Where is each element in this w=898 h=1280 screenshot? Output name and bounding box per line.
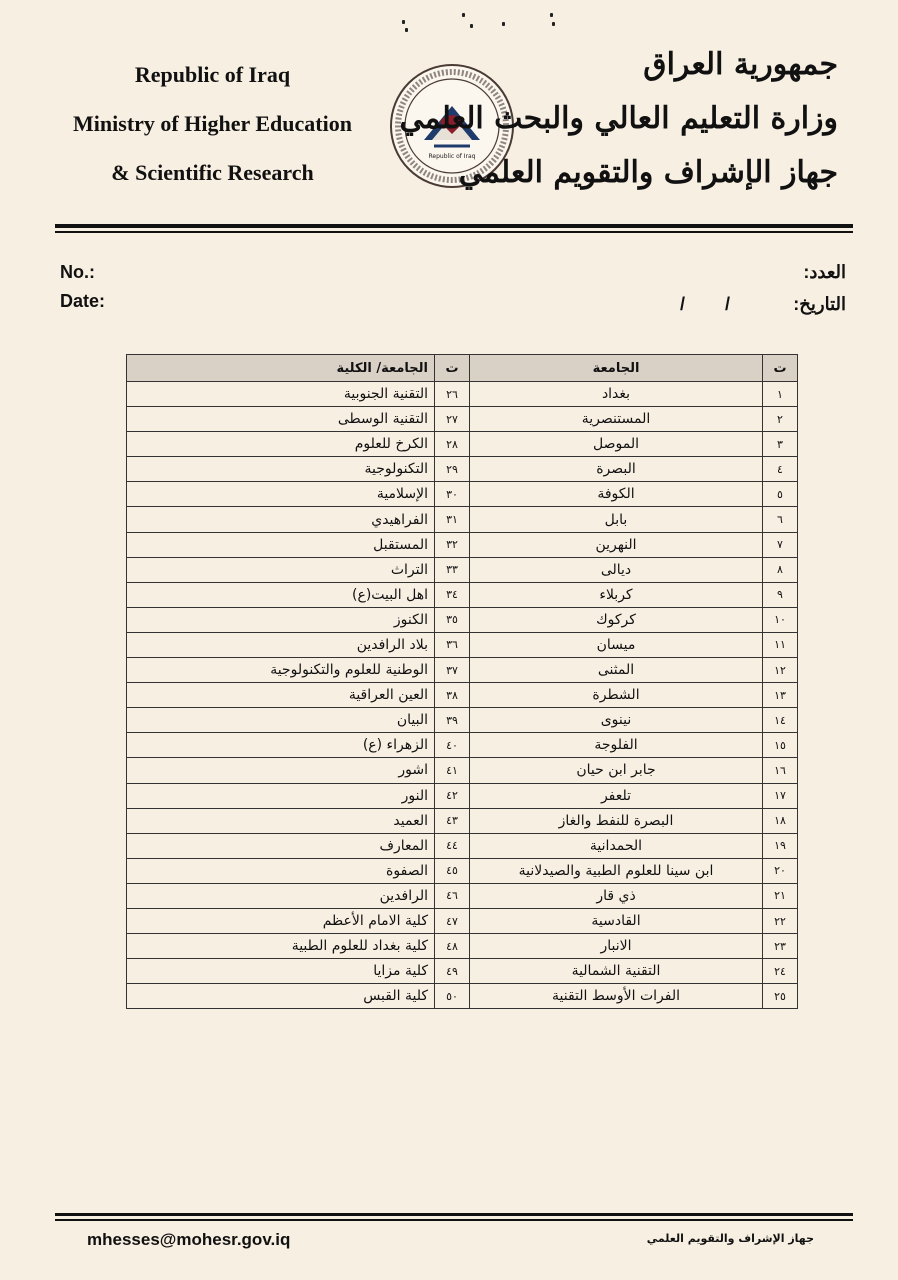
row-university-college: التكنولوجية	[127, 457, 435, 482]
header-rule-thick	[55, 224, 853, 228]
row-university: الفلوجة	[470, 733, 763, 758]
footer-rule-thin	[55, 1219, 853, 1221]
scan-marks	[390, 10, 570, 40]
row-index-1: ١٦	[763, 758, 798, 783]
row-university: الفرات الأوسط التقنية	[470, 984, 763, 1009]
row-index-1: ٢٤	[763, 959, 798, 984]
row-index-2: ٣٥	[435, 607, 470, 632]
row-index-2: ٣٧	[435, 658, 470, 683]
date-label-ar: التاريخ:	[793, 294, 846, 314]
seal-text: Republic of Iraq	[428, 153, 476, 160]
row-university-college: الإسلامية	[127, 482, 435, 507]
row-index-1: ٦	[763, 507, 798, 532]
row-index-1: ١٧	[763, 783, 798, 808]
table-row	[127, 808, 798, 833]
row-university-college: الوطنية للعلوم والتكنولوجية	[127, 658, 435, 683]
table-row	[127, 934, 798, 959]
header-en-line-3: & Scientific Research	[111, 160, 314, 185]
row-index-1: ٢٠	[763, 858, 798, 883]
row-university-college: التراث	[127, 557, 435, 582]
row-university: النهرين	[470, 532, 763, 557]
table-row	[127, 984, 798, 1009]
row-index-2: ٣١	[435, 507, 470, 532]
row-university: الموصل	[470, 432, 763, 457]
row-university: الحمدانية	[470, 833, 763, 858]
table-row	[127, 883, 798, 908]
row-university-college: العميد	[127, 808, 435, 833]
header-english	[40, 50, 385, 197]
row-university-college: الفراهيدي	[127, 507, 435, 532]
table-row	[127, 582, 798, 607]
row-university-college: المستقبل	[127, 532, 435, 557]
table-header-row	[127, 355, 798, 382]
row-index-2: ٣٤	[435, 582, 470, 607]
row-university: القادسية	[470, 908, 763, 933]
header-ar-line-3: جهاز الإشراف والتقويم العلمي	[458, 155, 838, 190]
table-row	[127, 758, 798, 783]
universities-table	[126, 354, 798, 1009]
row-index-1: ٣	[763, 432, 798, 457]
header-rule-thin	[55, 231, 853, 233]
row-index-2: ٤٩	[435, 959, 470, 984]
row-index-1: ١٨	[763, 808, 798, 833]
row-index-1: ١١	[763, 632, 798, 657]
row-index-2: ٢٧	[435, 407, 470, 432]
row-index-1: ١٩	[763, 833, 798, 858]
row-university-college: كلية الامام الأعظم	[127, 908, 435, 933]
footer-department: جهاز الإشراف والتقويم العلمي	[646, 1232, 814, 1245]
row-university: ذي قار	[470, 883, 763, 908]
table-row	[127, 532, 798, 557]
header-index-2: ت	[435, 355, 470, 382]
row-university-college: بلاد الرافدين	[127, 632, 435, 657]
row-university: المستنصرية	[470, 407, 763, 432]
row-index-2: ٤٨	[435, 934, 470, 959]
row-index-2: ٣٣	[435, 557, 470, 582]
row-university-college: الكنوز	[127, 607, 435, 632]
row-university-college: كلية بغداد للعلوم الطبية	[127, 934, 435, 959]
row-index-2: ٤٢	[435, 783, 470, 808]
row-index-2: ٤٤	[435, 833, 470, 858]
header-university-college: الجامعة/ الكلية	[127, 355, 435, 382]
table-row	[127, 557, 798, 582]
table-row	[127, 733, 798, 758]
row-university: الشطرة	[470, 683, 763, 708]
row-index-2: ٣٨	[435, 683, 470, 708]
row-index-1: ٩	[763, 582, 798, 607]
row-university-college: اهل البيت(ع)	[127, 582, 435, 607]
table-row	[127, 683, 798, 708]
row-index-1: ٨	[763, 557, 798, 582]
row-university: بغداد	[470, 382, 763, 407]
row-index-2: ٢٨	[435, 432, 470, 457]
table-row	[127, 607, 798, 632]
date-label: Date:	[60, 291, 106, 311]
table-row	[127, 407, 798, 432]
row-university: كركوك	[470, 607, 763, 632]
row-index-1: ٢٣	[763, 934, 798, 959]
row-university-college: التقنية الوسطى	[127, 407, 435, 432]
row-university: البصرة	[470, 457, 763, 482]
row-university: البصرة للنفط والغاز	[470, 808, 763, 833]
row-index-2: ٣٠	[435, 482, 470, 507]
number-label-ar: العدد:	[803, 262, 846, 282]
row-university-college: الزهراء (ع)	[127, 733, 435, 758]
row-index-1: ٧	[763, 532, 798, 557]
row-university-college: التقنية الجنوبية	[127, 382, 435, 407]
row-university: بابل	[470, 507, 763, 532]
row-index-1: ١	[763, 382, 798, 407]
row-university-college: الكرخ للعلوم	[127, 432, 435, 457]
header-en-line-1: Republic of Iraq	[134, 62, 291, 87]
row-index-2: ٥٠	[435, 984, 470, 1009]
row-index-2: ٣٩	[435, 708, 470, 733]
header-index-1: ت	[763, 355, 798, 382]
row-index-1: ١٣	[763, 683, 798, 708]
row-university: نينوى	[470, 708, 763, 733]
table-row	[127, 482, 798, 507]
row-university-college: العين العراقية	[127, 683, 435, 708]
row-index-1: ٥	[763, 482, 798, 507]
row-index-2: ٤٣	[435, 808, 470, 833]
row-index-1: ٢٢	[763, 908, 798, 933]
header-en-line-2: Ministry of Higher Education	[73, 111, 352, 136]
table-row	[127, 658, 798, 683]
table-row	[127, 908, 798, 933]
row-university: ميسان	[470, 632, 763, 657]
row-index-1: ٤	[763, 457, 798, 482]
row-index-1: ١٥	[763, 733, 798, 758]
row-index-1: ١٤	[763, 708, 798, 733]
row-index-2: ٣٢	[435, 532, 470, 557]
row-index-2: ٤٧	[435, 908, 470, 933]
row-index-2: ٣٦	[435, 632, 470, 657]
row-university-college: كلية مزايا	[127, 959, 435, 984]
row-index-2: ٤٥	[435, 858, 470, 883]
table-row	[127, 959, 798, 984]
row-index-1: ٢١	[763, 883, 798, 908]
date-slashes: / /	[680, 294, 731, 314]
row-university-college: اشور	[127, 758, 435, 783]
row-university-college: البيان	[127, 708, 435, 733]
footer-email: mhesses@mohesr.gov.iq	[87, 1230, 291, 1249]
row-university: التقنية الشمالية	[470, 959, 763, 984]
table-row	[127, 432, 798, 457]
row-index-2: ٤٠	[435, 733, 470, 758]
row-index-1: ٢	[763, 407, 798, 432]
table-row	[127, 382, 798, 407]
row-university: المثنى	[470, 658, 763, 683]
row-index-2: ٢٦	[435, 382, 470, 407]
row-index-1: ١٢	[763, 658, 798, 683]
row-index-1: ١٠	[763, 607, 798, 632]
row-university-college: النور	[127, 783, 435, 808]
header-university: الجامعة	[470, 355, 763, 382]
table-row	[127, 833, 798, 858]
table-row	[127, 457, 798, 482]
table-row	[127, 632, 798, 657]
table-row	[127, 783, 798, 808]
row-university: الانبار	[470, 934, 763, 959]
header-ar-line-1: جمهورية العراق	[643, 47, 838, 82]
row-university: ابن سينا للعلوم الطبية والصيدلانية	[470, 858, 763, 883]
table-row	[127, 708, 798, 733]
row-index-2: ٤١	[435, 758, 470, 783]
row-university: ديالى	[470, 557, 763, 582]
row-index-2: ٤٦	[435, 883, 470, 908]
header-ar-line-2: وزارة التعليم العالي والبحث العلمي	[399, 101, 838, 136]
row-university-college: كلية القبس	[127, 984, 435, 1009]
row-index-1: ٢٥	[763, 984, 798, 1009]
row-university: جابر ابن حيان	[470, 758, 763, 783]
number-label: No.:	[60, 262, 95, 282]
table-row	[127, 858, 798, 883]
row-university-college: المعارف	[127, 833, 435, 858]
row-university: تلعفر	[470, 783, 763, 808]
row-university: الكوفة	[470, 482, 763, 507]
row-university-college: الصفوة	[127, 858, 435, 883]
footer-rule-thick	[55, 1213, 853, 1216]
row-index-2: ٢٩	[435, 457, 470, 482]
table-row	[127, 507, 798, 532]
row-university: كربلاء	[470, 582, 763, 607]
row-university-college: الرافدين	[127, 883, 435, 908]
